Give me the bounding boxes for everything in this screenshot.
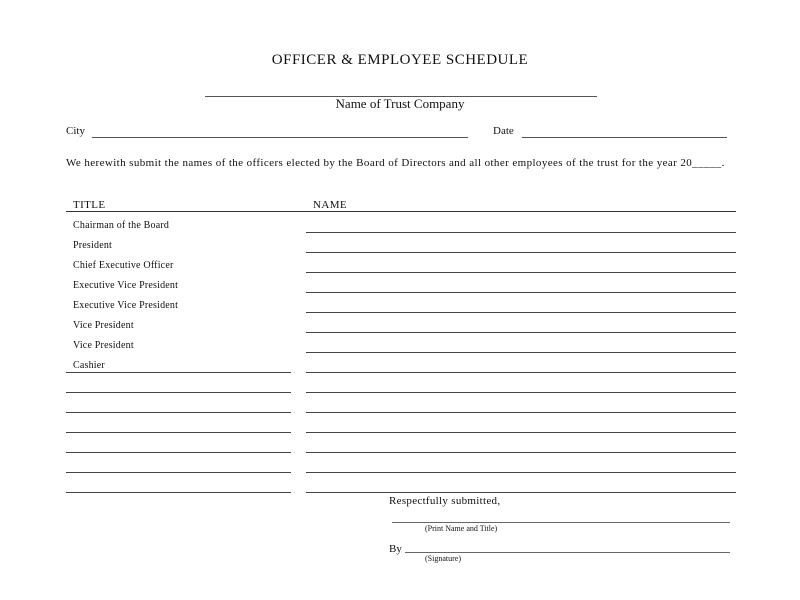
table-row: [0, 313, 800, 333]
print-name-title-label: (Print Name and Title): [425, 524, 498, 533]
form-title: OFFICER & EMPLOYEE SCHEDULE: [271, 52, 529, 68]
by-label: By: [389, 543, 402, 555]
title-column-header: TITLE: [73, 199, 106, 211]
table-row: [0, 213, 800, 233]
row-title: Executive Vice President: [73, 300, 179, 311]
table-row: [0, 253, 800, 273]
row-title: Executive Vice President: [73, 280, 179, 291]
table-row: [0, 473, 800, 493]
table-row: [0, 293, 800, 313]
city-label: City: [66, 125, 85, 137]
date-field[interactable]: [522, 137, 727, 138]
respectfully-submitted-text: Respectfully submitted,: [389, 495, 501, 507]
signature-label: (Signature): [425, 554, 461, 563]
row-title: Chief Executive Officer: [73, 260, 174, 271]
date-label: Date: [493, 125, 514, 137]
table-row: [0, 273, 800, 293]
table-row: [0, 433, 800, 453]
row-title: President: [73, 240, 113, 251]
company-name-label: Name of Trust Company: [335, 96, 465, 111]
table-row: [0, 373, 800, 393]
city-field[interactable]: [92, 137, 468, 138]
print-name-title-field[interactable]: [392, 522, 730, 523]
row-title: Vice President: [73, 320, 134, 331]
table-row: [0, 453, 800, 473]
name-field[interactable]: [306, 492, 736, 493]
table-row: [0, 353, 800, 373]
title-field[interactable]: [66, 492, 291, 493]
table-row: [0, 233, 800, 253]
table-row: [0, 393, 800, 413]
intro-paragraph: We herewith submit the names of the officers elected by the Board of Directors and all other employees of the trust for the year 20_____.: [66, 157, 725, 169]
row-title: Cashier: [73, 360, 105, 371]
table-row: [0, 413, 800, 433]
row-title: Vice President: [73, 340, 134, 351]
name-column-header: NAME: [313, 199, 347, 211]
signature-field[interactable]: [405, 552, 730, 553]
header-rule: [66, 211, 736, 212]
row-title: Chairman of the Board: [73, 220, 170, 231]
table-row: [0, 333, 800, 353]
